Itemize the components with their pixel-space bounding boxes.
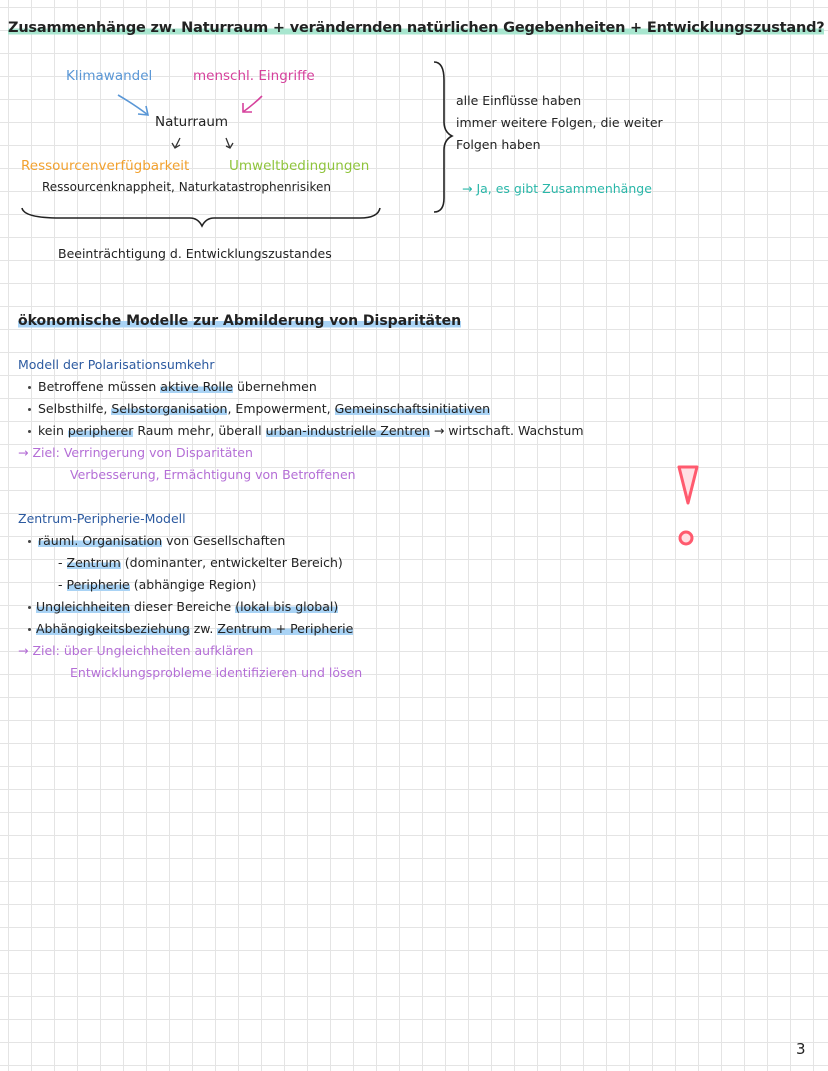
dash: - bbox=[58, 555, 63, 570]
einfluesse-line-1: alle Einflüsse haben bbox=[456, 93, 582, 108]
bullet-text: übernehmen bbox=[233, 379, 317, 394]
bottom-brace-icon bbox=[22, 208, 380, 226]
bullet-dot bbox=[28, 540, 31, 543]
term-highlight: Peripherie bbox=[66, 577, 130, 592]
model1-ziel-1: → Ziel: Verringerung von Disparitäten bbox=[18, 445, 253, 460]
page-title-text: Zusammenhänge zw. Naturraum + verändernden natürlichen Gegebenheiten + Entwicklungszustand? bbox=[8, 20, 825, 36]
eingriffe-arrow-icon bbox=[243, 96, 262, 112]
right-brace-icon bbox=[434, 62, 452, 212]
model2-sub-1 bbox=[58, 555, 343, 570]
klimawandel-arrow-icon bbox=[118, 95, 148, 115]
model2-bullet-1 bbox=[38, 533, 285, 548]
einfluesse-line-2: immer weitere Folgen, die weiter bbox=[456, 115, 663, 130]
bullet-dot bbox=[28, 606, 31, 609]
bullet-text: Raum mehr, überall bbox=[133, 423, 266, 438]
model1-ziel-2: Verbesserung, Ermächtigung von Betroffenen bbox=[70, 467, 356, 482]
bullet-text: , Empowerment, bbox=[227, 401, 335, 416]
warning-exclamation-icon bbox=[679, 467, 697, 503]
section-heading bbox=[18, 313, 461, 329]
bullet-text: Betroffene müssen bbox=[38, 379, 161, 394]
eingriffe-arrowhead-icon bbox=[243, 103, 252, 112]
bullet-text: kein bbox=[38, 423, 68, 438]
page-number: 3 bbox=[796, 1040, 806, 1058]
model2-title: Zentrum-Peripherie-Modell bbox=[18, 511, 186, 526]
term-highlight: Zentrum bbox=[66, 555, 121, 570]
model1-bullet-3 bbox=[38, 423, 584, 438]
bullet-dot bbox=[28, 628, 31, 631]
term-highlight: urban-industrielle Zentren bbox=[265, 423, 430, 438]
term-highlight: (lokal bis global) bbox=[235, 599, 339, 614]
bullet-text: dieser Bereiche bbox=[130, 599, 236, 614]
ressourcen-label: Ressourcenverfügbarkeit bbox=[21, 158, 190, 174]
umwelt-label: Umweltbedingungen bbox=[229, 158, 370, 174]
term-highlight: aktive Rolle bbox=[160, 379, 234, 394]
beeintraechtigung-label: Beeinträchtigung d. Entwicklungszustandes bbox=[58, 246, 332, 261]
down-right-arrow-icon bbox=[226, 138, 233, 148]
bullet-text: von Gesellschaften bbox=[162, 533, 286, 548]
bullet-text: (abhängige Region) bbox=[129, 577, 257, 592]
model1-bullet-2 bbox=[38, 401, 490, 416]
model2-ziel-2: Entwicklungsprobleme identifizieren und lösen bbox=[70, 665, 363, 680]
klimawandel-arrowhead-icon bbox=[138, 106, 148, 115]
antwort-label: → Ja, es gibt Zusammenhänge bbox=[462, 181, 652, 196]
bullet-dot bbox=[28, 408, 31, 411]
warning-dot-icon bbox=[680, 532, 692, 544]
bullet-text: (dominanter, entwickelter Bereich) bbox=[120, 555, 343, 570]
term-highlight: Selbstorganisation bbox=[111, 401, 228, 416]
einfluesse-line-3: Folgen haben bbox=[456, 137, 541, 152]
model1-title: Modell der Polarisationsumkehr bbox=[18, 357, 215, 372]
model2-bullet-2 bbox=[36, 599, 338, 614]
section-heading-text: ökonomische Modelle zur Abmilderung von Disparitäten bbox=[18, 313, 462, 329]
eingriffe-label: menschl. Eingriffe bbox=[193, 68, 315, 84]
model2-bullet-3 bbox=[36, 621, 353, 636]
bullet-text: zw. bbox=[189, 621, 218, 636]
bullet-dot bbox=[28, 430, 31, 433]
klimawandel-label: Klimawandel bbox=[66, 68, 153, 84]
model2-ziel-1: → Ziel: über Ungleichheiten aufklären bbox=[18, 643, 254, 658]
term-highlight: Abhängigkeitsbeziehung bbox=[36, 621, 190, 636]
term-highlight: peripherer bbox=[67, 423, 134, 438]
bullet-dot bbox=[28, 386, 31, 389]
model1-bullet-1 bbox=[38, 379, 317, 394]
term-highlight: Gemeinschaftsinitiativen bbox=[334, 401, 491, 416]
dash: - bbox=[58, 577, 63, 592]
down-left-arrow-icon bbox=[172, 138, 180, 148]
term-highlight: Ungleichheiten bbox=[36, 599, 131, 614]
naturraum-label: Naturraum bbox=[155, 114, 229, 130]
term-highlight: Zentrum + Peripherie bbox=[217, 621, 354, 636]
page-title bbox=[8, 20, 824, 36]
bullet-text: → wirtschaft. Wachstum bbox=[429, 423, 584, 438]
term-highlight: räuml. Organisation bbox=[38, 533, 163, 548]
model2-sub-2 bbox=[58, 577, 256, 592]
knappheit-label: Ressourcenknappheit, Naturkatastrophenrisiken bbox=[42, 180, 331, 194]
bullet-text: Selbsthilfe, bbox=[38, 401, 112, 416]
